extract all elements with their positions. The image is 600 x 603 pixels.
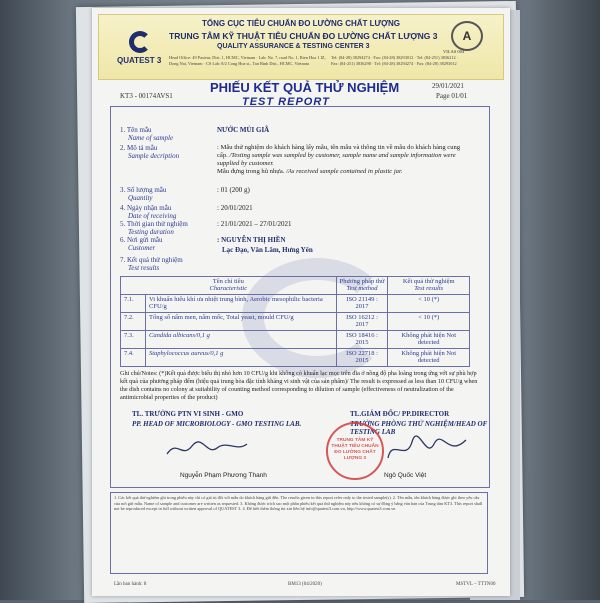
header-vn: Phương pháp thử (339, 278, 385, 285)
right-title-vn2: TRƯỞNG PHÒNG THỬ NGHIỆM (350, 420, 454, 428)
sample-name-value: NƯỚC MỦI GIÃ (217, 126, 270, 134)
accreditation-icon: A (451, 21, 483, 51)
header-vn: Kết quả thử nghiệm (402, 278, 455, 285)
label: 2. Mô tả mẫu (120, 144, 158, 152)
characteristic-name: Vi khuẩn hiếu khí ưa nhiệt trung bình, Aerobic mesophilic bacteria (149, 295, 323, 303)
results-table (120, 276, 470, 367)
right-signatory-name: Ngô Quốc Việt (384, 472, 427, 479)
report-date: 29/01/2021 (432, 82, 464, 90)
report-title-vn: PHIẾU KẾT QUẢ THỬ NGHIỆM (210, 80, 400, 95)
label: 4. Ngày nhận mẫu (120, 204, 172, 212)
description-value (217, 144, 472, 176)
table-header-row (121, 277, 470, 295)
label: 1. Tên mẫu (120, 126, 152, 134)
footer-notes: 1. Các kết quả thử nghiệm ghi trong phiếu này chỉ có giá trị đối với mẫu do khách hàng gửi đến. The results given in this report refer only to the tested sample(s). 2. Tên mẫu, tên khách hàng được ghi theo yêu cầu của nơi gửi mẫu. Name of sample and customer are written as requested. 3. Không được trích sao một phần phiếu kết quả thử nghiệm này nếu không có sự đồng ý bằng văn bản của Trung tâm KT3. This report shall not be reproduced except in full without written approval of QUATEST 3. 4. Để biết thêm thông tin xin liên hệ info@quatest3.com.vn, http://www.quatest3.com.vn (110, 492, 488, 574)
right-signature-icon (382, 432, 472, 466)
description-en: /Testing sample was sampled by customer, sample name and sample information were supplied by customer. (217, 152, 456, 167)
duration-value: : 21/01/2021 – 27/01/2021 (217, 220, 292, 228)
header-en: Test method (346, 285, 378, 293)
left-signatory-title-en: PP. HEAD OF MICROBIOLOGY - GMO TESTING LAB. (132, 420, 302, 428)
letterhead (98, 14, 504, 80)
container-en: /As received sample contained in plastic jar. (286, 168, 403, 175)
results-note: Ghi chú/Notes: (*)Kết quả được biểu thị nhỏ hơn 10 CFU/g khi không có khuẩn lạc mọc trên đĩa ở nồng độ pha loãng trong ứng với sự phù hợp kết quả của phương pháp đếm (hiệu quả trung hòa đặc tính kháng vi sinh vật của sản phẩm)/ The result is expressed as less than 10 CFU/g when the dish contains no colony at suitability of counting method corresponding to dilution of sample (effectiveness of neutralization of the antimicrobial properties of the product) (120, 370, 478, 401)
label-en: Date of receiving (128, 212, 177, 221)
row-number: 7.1. (121, 294, 146, 312)
row-characteristic (146, 294, 337, 312)
row-characteristic (146, 348, 337, 366)
label-en: Name of sample (128, 134, 174, 143)
agency-name: TỔNG CỤC TIÊU CHUẨN ĐO LƯỜNG CHẤT LƯỢNG (201, 19, 401, 28)
label: 6. Nơi gửi mẫu (120, 236, 163, 244)
right-signatory-title: TL.GIÁM ĐỐC/ PP.DIRECTOR (350, 410, 450, 418)
left-signature-icon (162, 434, 252, 464)
label: 7. Kết quả thử nghiệm (120, 256, 183, 264)
row-number: 7.2. (121, 312, 146, 330)
left-signatory-name: Nguyễn Phạm Phương Thanh (180, 472, 267, 479)
field-quantity (120, 186, 166, 202)
row-method: ISO 21149 : 2017 (336, 294, 388, 312)
characteristic-name: Tổng số nấm men, nấm mốc, Total yeast, mould (149, 313, 275, 321)
report-code: KT3 - 00174AVS1 (120, 92, 173, 100)
characteristic-unit: CFU/g (275, 313, 294, 321)
header-vn: Tên chỉ tiêu (212, 278, 244, 285)
right-signatory-title-en: TRƯỞNG PHÒNG THỬ NGHIỆM/HEAD OF TESTING LAB (350, 420, 488, 437)
report-title-en: TEST REPORT (242, 96, 330, 108)
label: 3. Số lượng mẫu (120, 186, 167, 194)
table-row (121, 312, 470, 330)
footer-form-code: BM13 (04/2020) (288, 582, 322, 587)
label-en: Test results (128, 264, 160, 273)
table-row (121, 348, 470, 366)
center-address: Head Office: 49 Pasteur, Dist. 1, HCMC, Vietnam · Lab: No. 7, road No. 1, Bien Hoa 1 IZ, Dong Nai, Vietnam · CS Lab: 8/2 Cong Hoa st., Tan Binh Dist., HCMC, Vietnam (169, 55, 326, 66)
row-method: ISO 22718 : 2015 (336, 348, 388, 366)
report-page: Page 01/01 (436, 92, 468, 100)
field-duration (120, 220, 188, 236)
center-phones: Tel: (84-28) 38294274 · Fax: (84-28) 38293012 · Tel: (84-251) 3836212 · Fax: (84-251) 3836298 · Tel: (84-28) 38294274 · Fax: (84-28) 38293012 (331, 55, 459, 66)
footer-issue: Lần ban hành: 8 (114, 582, 147, 587)
label-en: Quantity (128, 194, 153, 203)
official-stamp: TRUNG TÂM KỸ THUẬT TIÊU CHUẨN ĐO LƯỜNG CHẤT LƯỢNG 3 (326, 422, 384, 480)
table-row (121, 294, 470, 312)
center-name-en: QUALITY ASSURANCE & TESTING CENTER 3 (217, 43, 370, 50)
row-result: < 10 (*) (388, 312, 470, 330)
header-en: Test results (414, 285, 444, 293)
table-row (121, 330, 470, 348)
characteristic-name: Staphylococcus aureus/0,1 g (149, 349, 224, 357)
row-result: Không phát hiện Not detected (388, 330, 470, 348)
field-sample-name (120, 126, 173, 142)
field-receiving (120, 204, 176, 220)
characteristic-unit: CFU/g (149, 303, 167, 311)
header-en: Characteristic (209, 285, 248, 293)
test-report-document (92, 8, 510, 596)
customer-address-value: Lạc Đạo, Văn Lâm, Hưng Yên (222, 246, 313, 254)
header-method (336, 277, 388, 295)
field-customer (120, 236, 163, 252)
left-signatory-title: TL. TRƯỞNG PTN VI SINH - GMO (132, 410, 244, 418)
row-result: < 10 (*) (388, 294, 470, 312)
quatest-logo-icon (129, 31, 151, 53)
row-number: 7.4. (121, 348, 146, 366)
row-result: Không phát hiện Not detected (388, 348, 470, 366)
quantity-value: : 01 (200 g) (217, 186, 250, 194)
header-characteristic (121, 277, 337, 295)
footer-right-code: MSTVL – TTTN00 (456, 582, 496, 587)
customer-name-value: : NGUYỄN THỊ HIỀN (217, 236, 286, 244)
right-title-en: HEAD OF TESTING LAB (350, 420, 488, 437)
receiving-value: : 20/01/2021 (217, 204, 253, 212)
row-method: ISO 16212 : 2017 (336, 312, 388, 330)
row-method: ISO 18416 : 2015 (336, 330, 388, 348)
header-result (388, 277, 470, 295)
row-number: 7.3. (121, 330, 146, 348)
row-characteristic (146, 330, 337, 348)
label-en: Sample decription (128, 152, 180, 161)
container-vn: Mẫu đựng trong hũ nhựa. (217, 168, 285, 175)
row-characteristic (146, 312, 337, 330)
label: 5. Thời gian thử nghiệm (120, 220, 188, 228)
logo-text: QUATEST 3 (117, 56, 162, 65)
label-en: Customer (128, 244, 156, 253)
field-results (120, 256, 183, 272)
label-en: Testing duration (128, 228, 174, 237)
description-vn: : Mẫu thử nghiệm do khách hàng lấy mẫu, tên mẫu và thông tin về mẫu do khách hàng cung cấp. (217, 144, 461, 159)
center-name-vn: TRUNG TÂM KỸ THUẬT TIÊU CHUẨN ĐO LƯỜNG CHẤT LƯỢNG 3 (169, 31, 438, 41)
accreditation-text: VILAS 004 (443, 49, 465, 54)
characteristic-name: Candida albicans/0,1 g (149, 331, 210, 339)
field-description (120, 144, 179, 160)
